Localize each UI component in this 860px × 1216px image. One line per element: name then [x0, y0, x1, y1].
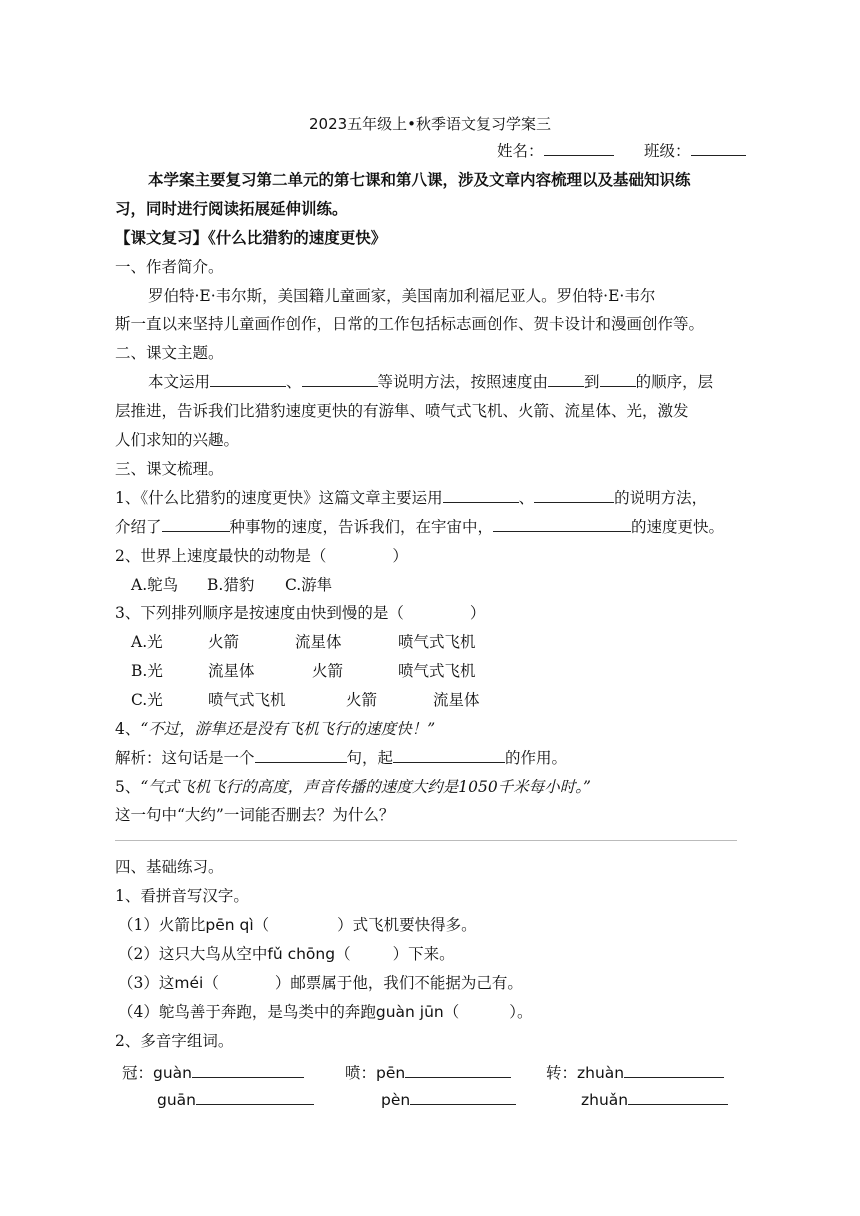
pinyin-item-1: （1）火箭比pēn qì（ ）式飞机要快得多。: [118, 916, 477, 934]
blank[interactable]: [493, 517, 631, 532]
question-3-option-c-1[interactable]: C.光: [131, 691, 163, 709]
blank[interactable]: [628, 1090, 728, 1105]
pinyin: guàn jūn: [375, 1003, 444, 1021]
blank[interactable]: [410, 1090, 516, 1105]
name-label: 姓名：: [497, 142, 544, 160]
polyphone-3-row-2: zhuǎn: [581, 1089, 728, 1111]
question-3-option-c-3: 火箭: [346, 691, 378, 709]
blank[interactable]: [443, 488, 519, 503]
question-3-option-a-3: 流星体: [295, 633, 342, 651]
question-3-option-a-1[interactable]: A.光: [131, 633, 163, 651]
question-2-option-b[interactable]: B.猎豹: [207, 576, 255, 594]
polyphone-1-row-1: 冠：guàn: [122, 1062, 304, 1084]
blank[interactable]: [534, 488, 614, 503]
question-5-ask: 这一句中“大约”一词能否删去？为什么？: [115, 806, 395, 824]
blank[interactable]: [600, 372, 636, 387]
theme-line-1: 本文运用 、 等说明方法，按照速度由 到 的顺序，层: [148, 373, 714, 391]
question-2-option-c[interactable]: C.游隼: [285, 576, 333, 594]
pinyin: fǔ chōng: [267, 945, 336, 963]
question-2: 2、世界上速度最快的动物是（ ）: [115, 547, 408, 565]
polyphone-2-row-2: pèn: [381, 1089, 516, 1111]
basic-part-1: 1、看拼音写汉字。: [115, 887, 249, 905]
answer-line[interactable]: [115, 840, 737, 841]
author-line-1: 罗伯特·E·韦尔斯，美国籍儿童画家，美国南加利福尼亚人。罗伯特·E·韦尔: [148, 287, 656, 305]
question-4: 4、“不过，游隼还是没有飞机飞行的速度快！”: [115, 720, 436, 738]
class-label: 班级：: [644, 142, 691, 160]
question-1-line-2: 介绍了 种事物的速度，告诉我们，在宇宙中， 的速度更快。: [115, 518, 725, 536]
intro-line-2: 习，同时进行阅读拓展延伸训练。: [115, 200, 348, 218]
question-3-option-c-4: 流星体: [433, 691, 480, 709]
question-5-quote: “气式飞机飞行的高度，声音传播的速度大约是1050千米每小时。”: [140, 778, 591, 796]
question-1-line-1: 1、《什么比猎豹的速度更快》这篇文章主要运用 、 的说明方法，: [115, 489, 708, 507]
question-3: 3、下列排列顺序是按速度由快到慢的是（ ）: [115, 604, 486, 622]
question-4-quote: “不过，游隼还是没有飞机飞行的速度快！”: [140, 720, 436, 738]
name-field[interactable]: [497, 140, 614, 162]
question-2-option-a[interactable]: A.鸵鸟: [131, 576, 179, 594]
outline-heading: 三、课文梳理。: [115, 460, 224, 478]
author-line-2: 斯一直以来坚持儿童画作创作，日常的工作包括标志画创作、贺卡设计和漫画创作等。: [115, 315, 705, 333]
question-5: 5、“气式飞机飞行的高度，声音传播的速度大约是1050千米每小时。”: [115, 778, 591, 796]
blank[interactable]: [405, 1063, 511, 1078]
question-3-option-b-1[interactable]: B.光: [131, 662, 163, 680]
basic-heading: 四、基础练习。: [115, 858, 224, 876]
author-heading: 一、作者简介。: [115, 258, 224, 276]
polyphone-3-row-1: 转：zhuàn: [546, 1062, 724, 1084]
question-3-option-b-4: 喷气式飞机: [398, 662, 476, 680]
theme-heading: 二、课文主题。: [115, 344, 224, 362]
question-3-option-a-4: 喷气式飞机: [398, 633, 476, 651]
pinyin: pēn qì: [205, 916, 254, 934]
blank[interactable]: [302, 372, 378, 387]
question-4-analysis: 解析：这句话是一个 句，起 的作用。: [115, 749, 568, 767]
theme-line-3: 人们求知的兴趣。: [115, 431, 240, 449]
pinyin: méi: [174, 974, 204, 992]
question-3-option-c-2: 喷气式飞机: [208, 691, 286, 709]
blank[interactable]: [196, 1090, 314, 1105]
blank[interactable]: [548, 372, 584, 387]
blank[interactable]: [210, 372, 286, 387]
question-3-option-b-2: 流星体: [208, 662, 255, 680]
intro-line-1: 本学案主要复习第二单元的第七课和第八课，涉及文章内容梳理以及基础知识练: [148, 171, 691, 189]
polyphone-2-row-1: 喷：pēn: [345, 1062, 511, 1084]
blank[interactable]: [192, 1063, 304, 1078]
pinyin-item-4: （4）鸵鸟善于奔跑，是鸟类中的奔跑guàn jūn（ ）。: [118, 1003, 533, 1021]
polyphone-1-row-2: guān: [157, 1089, 314, 1111]
class-field[interactable]: [644, 140, 746, 162]
blank[interactable]: [393, 748, 505, 763]
blank[interactable]: [624, 1063, 724, 1078]
pinyin-item-3: （3）这méi（ ）邮票属于他，我们不能据为己有。: [118, 974, 523, 992]
blank[interactable]: [255, 748, 347, 763]
basic-part-2: 2、多音字组词。: [115, 1032, 234, 1050]
pinyin-item-2: （2）这只大鸟从空中fǔ chōng（ ）下来。: [118, 945, 455, 963]
question-3-option-a-2: 火箭: [208, 633, 240, 651]
blank[interactable]: [162, 517, 230, 532]
section-review-heading: 【课文复习】《什么比猎豹的速度更快》: [115, 229, 387, 247]
question-3-option-b-3: 火箭: [312, 662, 344, 680]
theme-line-2: 层推进，告诉我们比猎豹速度更快的有游隼、喷气式飞机、火箭、流星体、光，激发: [115, 402, 689, 420]
page-title: 2023五年级上•秋季语文复习学案三: [308, 115, 552, 133]
